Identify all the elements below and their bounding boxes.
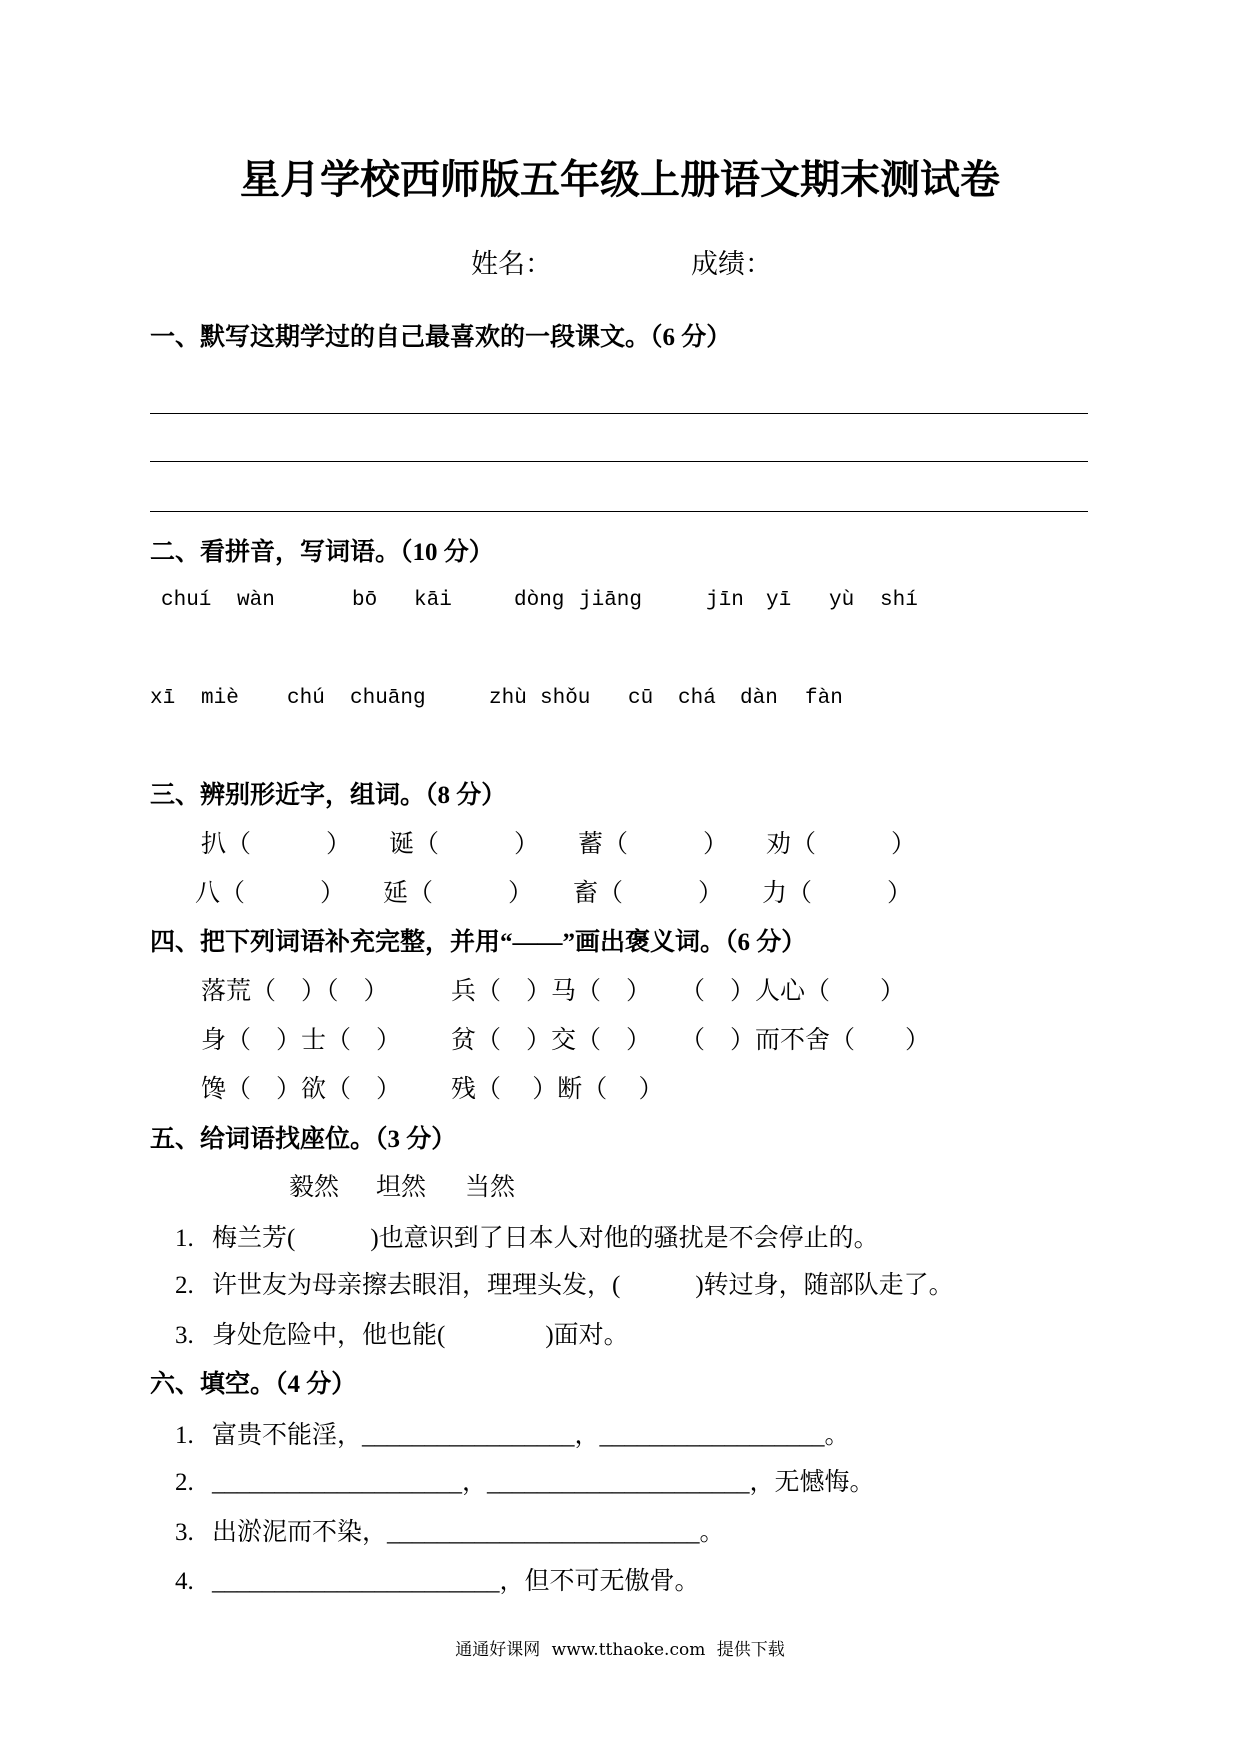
character-item: 诞（ ） (389, 831, 540, 858)
character-item: 扒（ ） (201, 831, 352, 858)
fill-in-text: 富贵不能淫，_________________，__________________。 (212, 1422, 850, 1449)
question-text: 梅兰芳( )也意识到了日本人对他的骚扰是不会停止的。 (212, 1225, 879, 1252)
answer-line (150, 511, 1088, 512)
idiom-item: 馋（ ）欲（ ） (201, 1076, 402, 1103)
idiom-item: 身（ ）士（ ） (201, 1027, 402, 1054)
question-number: 3. (175, 1519, 194, 1546)
pinyin-syllable: cū (628, 687, 654, 710)
fill-in-text: _______________________，但不可无傲骨。 (212, 1568, 700, 1595)
pinyin-syllable: bō (352, 589, 378, 612)
character-item: 蓄（ ） (578, 831, 729, 858)
character-item: 延（ ） (383, 880, 534, 907)
score-label: 成绩： (691, 249, 772, 279)
idiom-item: （ ）而不舍（ ） (680, 1027, 931, 1054)
idiom-item: 贫（ ）交（ ） (451, 1027, 652, 1054)
section-4-heading: 四、把下列词语补充完整，并用“——”画出褒义词。（6 分） (150, 929, 807, 956)
question-number: 1. (175, 1225, 194, 1252)
answer-line (150, 413, 1088, 414)
character-item: 畜（ ） (573, 880, 724, 907)
page-footer: 通通好课网 www.tthaoke.com 提供下载 (455, 1640, 785, 1660)
word-bank-item: 坦然 (376, 1174, 427, 1201)
pinyin-syllable: dàn (740, 687, 778, 710)
pinyin-syllable: zhù (489, 687, 527, 710)
pinyin-syllable: shǒu (540, 687, 591, 710)
pinyin-syllable: chú (287, 687, 325, 710)
pinyin-syllable: dòng (514, 589, 565, 612)
answer-line (150, 461, 1088, 462)
pinyin-syllable: yī (766, 589, 792, 612)
pinyin-syllable: chuí (161, 589, 212, 612)
pinyin-syllable: xī (150, 687, 176, 710)
pinyin-syllable: kāi (414, 589, 452, 612)
character-item: 劝（ ） (766, 831, 917, 858)
fill-in-text: ____________________，_____________________，无憾悔。 (212, 1469, 875, 1496)
pinyin-syllable: chá (678, 687, 716, 710)
section-1-heading: 一、默写这期学过的自己最喜欢的一段课文。（6 分） (150, 324, 732, 351)
question-number: 1. (175, 1422, 194, 1449)
section-5-heading: 五、给词语找座位。（3 分） (150, 1126, 457, 1153)
idiom-item: 落荒（ ）（ ） (201, 978, 389, 1005)
idiom-item: （ ）人心（ ） (680, 978, 906, 1005)
pinyin-syllable: shí (880, 589, 918, 612)
section-6-heading: 六、填空。（4 分） (150, 1371, 357, 1398)
question-number: 2. (175, 1469, 194, 1496)
question-text: 许世友为母亲擦去眼泪，理理头发，( )转过身，随部队走了。 (212, 1272, 954, 1299)
pinyin-syllable: wàn (237, 589, 275, 612)
pinyin-syllable: jīn (706, 589, 744, 612)
name-label: 姓名： (471, 249, 552, 279)
character-item: 力（ ） (762, 880, 913, 907)
word-bank-item: 当然 (465, 1174, 516, 1201)
idiom-item: 残（ ）断（ ） (451, 1076, 664, 1103)
fill-in-text: 出淤泥而不染，_________________________。 (212, 1519, 725, 1546)
idiom-item: 兵（ ）马（ ） (451, 978, 652, 1005)
pinyin-syllable: fàn (805, 687, 843, 710)
section-3-heading: 三、辨别形近字，组词。（8 分） (150, 782, 507, 809)
question-text: 身处危险中，他也能( )面对。 (212, 1322, 629, 1349)
character-item: 八（ ） (195, 880, 346, 907)
pinyin-syllable: jiāng (579, 589, 643, 612)
pinyin-syllable: miè (201, 687, 239, 710)
question-number: 4. (175, 1568, 194, 1595)
exam-title: 星月学校西师版五年级上册语文期末测试卷 (240, 157, 1000, 202)
question-number: 3. (175, 1322, 194, 1349)
section-2-heading: 二、看拼音，写词语。（10 分） (150, 539, 494, 566)
pinyin-syllable: chuāng (350, 687, 426, 710)
word-bank-item: 毅然 (289, 1174, 340, 1201)
question-number: 2. (175, 1272, 194, 1299)
pinyin-syllable: yù (829, 589, 855, 612)
